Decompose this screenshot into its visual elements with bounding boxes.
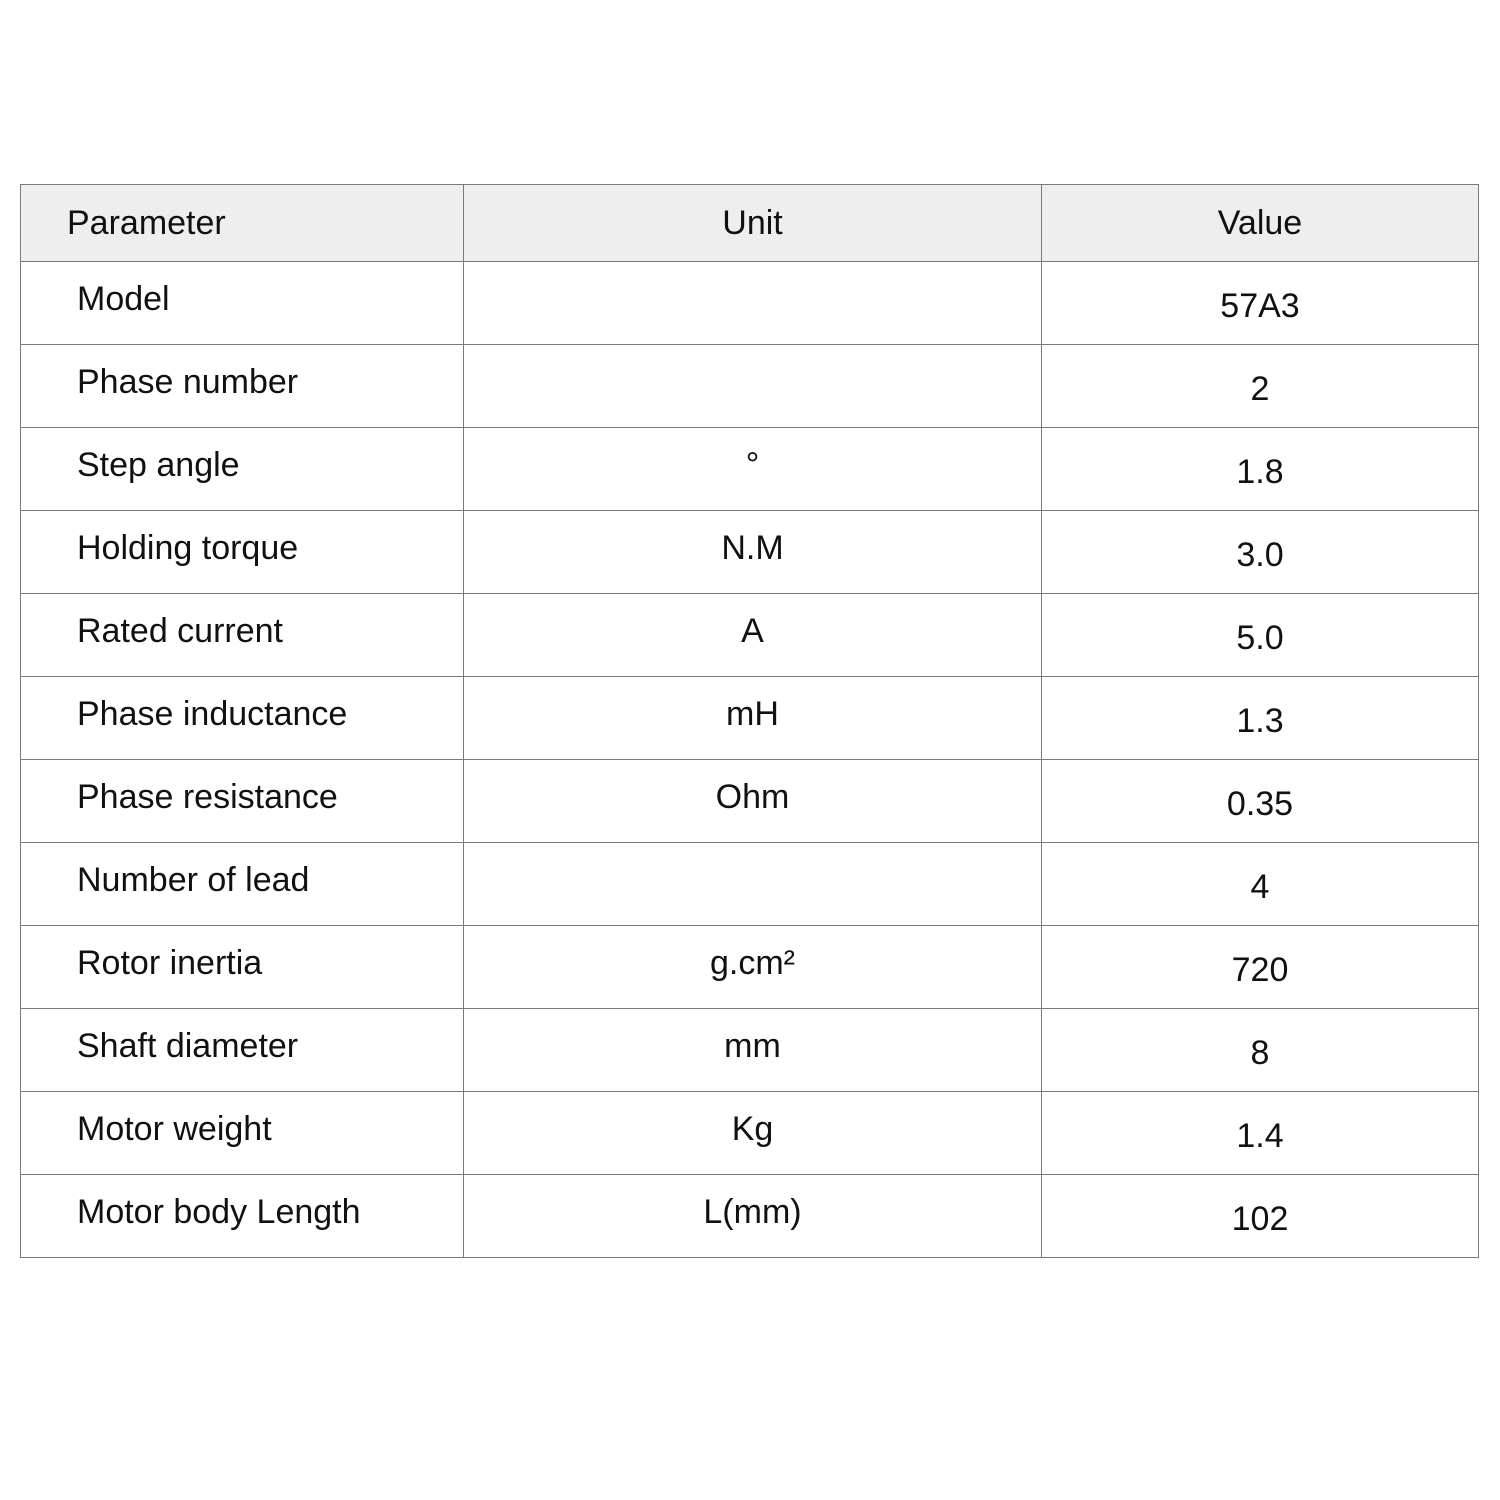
table-body	[21, 262, 1479, 1258]
row-parameter: Rotor inertia	[21, 926, 464, 1009]
table-row	[21, 677, 1479, 760]
table-row	[21, 760, 1479, 843]
table-row	[21, 428, 1479, 511]
motor-spec-table	[20, 184, 1479, 1258]
row-parameter: Motor weight	[21, 1092, 464, 1175]
header-unit: Unit	[464, 185, 1042, 262]
table-row	[21, 1092, 1479, 1175]
row-unit: mm	[464, 1009, 1042, 1092]
table-row	[21, 262, 1479, 345]
row-parameter: Number of lead	[21, 843, 464, 926]
row-parameter: Shaft diameter	[21, 1009, 464, 1092]
row-value: 720	[1042, 926, 1479, 1009]
row-unit	[464, 262, 1042, 345]
header-value: Value	[1042, 185, 1479, 262]
row-parameter: Model	[21, 262, 464, 345]
row-value: 5.0	[1042, 594, 1479, 677]
header-parameter: Parameter	[21, 185, 464, 262]
header-row	[21, 185, 1479, 262]
row-unit: Kg	[464, 1092, 1042, 1175]
row-unit: °	[464, 428, 1042, 511]
row-parameter: Rated current	[21, 594, 464, 677]
row-value: 0.35	[1042, 760, 1479, 843]
row-value: 57A3	[1042, 262, 1479, 345]
row-value: 102	[1042, 1175, 1479, 1258]
row-value: 8	[1042, 1009, 1479, 1092]
row-parameter: Phase inductance	[21, 677, 464, 760]
row-unit	[464, 843, 1042, 926]
row-value: 4	[1042, 843, 1479, 926]
row-unit: mH	[464, 677, 1042, 760]
table-row	[21, 843, 1479, 926]
row-unit: g.cm²	[464, 926, 1042, 1009]
row-parameter: Step angle	[21, 428, 464, 511]
row-unit: N.M	[464, 511, 1042, 594]
table-row	[21, 926, 1479, 1009]
row-parameter: Phase number	[21, 345, 464, 428]
row-value: 1.4	[1042, 1092, 1479, 1175]
row-unit: Ohm	[464, 760, 1042, 843]
row-value: 3.0	[1042, 511, 1479, 594]
table-header	[21, 185, 1479, 262]
row-unit: A	[464, 594, 1042, 677]
row-parameter: Motor body Length	[21, 1175, 464, 1258]
table-row	[21, 1175, 1479, 1258]
row-value: 2	[1042, 345, 1479, 428]
row-unit	[464, 345, 1042, 428]
table-row	[21, 1009, 1479, 1092]
row-parameter: Phase resistance	[21, 760, 464, 843]
table-row	[21, 511, 1479, 594]
row-value: 1.3	[1042, 677, 1479, 760]
table-row	[21, 345, 1479, 428]
row-parameter: Holding torque	[21, 511, 464, 594]
row-value: 1.8	[1042, 428, 1479, 511]
row-unit: L(mm)	[464, 1175, 1042, 1258]
table-row	[21, 594, 1479, 677]
